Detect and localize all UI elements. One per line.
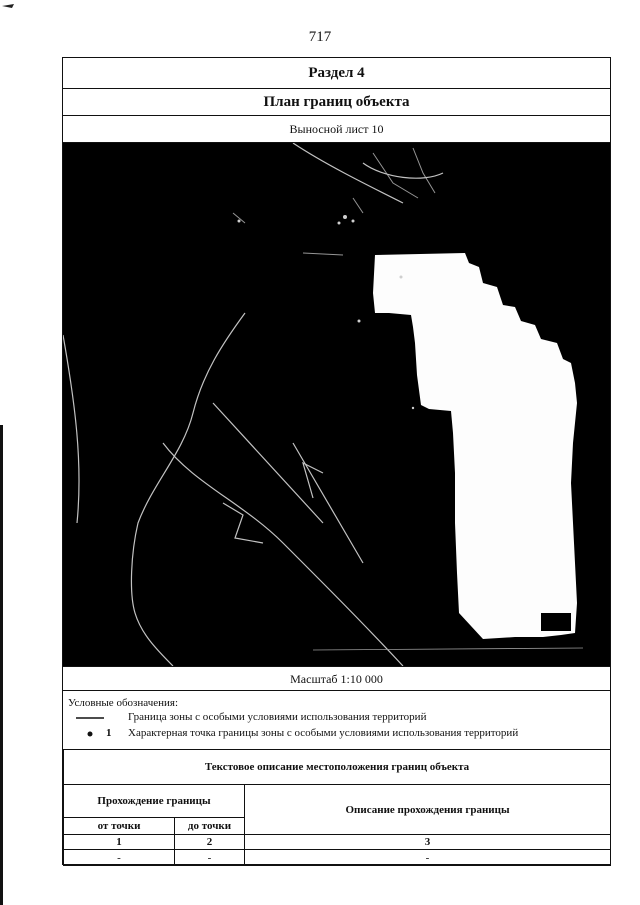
section-title: Раздел 4: [63, 58, 610, 89]
col-number: 2: [175, 835, 245, 850]
cell-from: -: [64, 850, 175, 866]
col-number: 1: [64, 835, 175, 850]
legend-label: Граница зоны с особыми условиями использования территорий: [128, 711, 427, 723]
document-frame: [62, 57, 611, 865]
boundary-description-table: [63, 749, 611, 866]
legend: [63, 691, 610, 743]
col-from-header: от точки: [64, 818, 175, 835]
col-to-header: до точки: [175, 818, 245, 835]
scan-corner-mark: [0, 0, 40, 14]
map-scale: Масштаб 1:10 000: [63, 666, 610, 691]
cell-desc: -: [245, 850, 611, 866]
plan-title: План границ объекта: [63, 89, 610, 116]
boundary-line-icon: [68, 711, 108, 725]
description-title: Текстовое описание местоположения границ объекта: [64, 750, 611, 785]
cell-to: -: [175, 850, 245, 866]
boundary-map: [63, 143, 610, 666]
col-group-header: Прохождение границы: [64, 785, 245, 818]
table-row: [64, 850, 611, 866]
col-desc-header: Описание прохождения границы: [245, 785, 611, 835]
legend-title: Условные обозначения:: [68, 697, 179, 709]
sheet-label: Выносной лист 10: [63, 116, 610, 143]
col-number: 3: [245, 835, 611, 850]
legend-point-marker: 1: [106, 727, 112, 739]
legend-label: Характерная точка границы зоны с особыми условиями использования территорий: [128, 727, 519, 739]
page-number: 717: [308, 29, 332, 45]
scan-edge-bar: [0, 425, 3, 905]
boundary-description: [63, 749, 610, 866]
boundary-point-icon: [68, 727, 108, 741]
